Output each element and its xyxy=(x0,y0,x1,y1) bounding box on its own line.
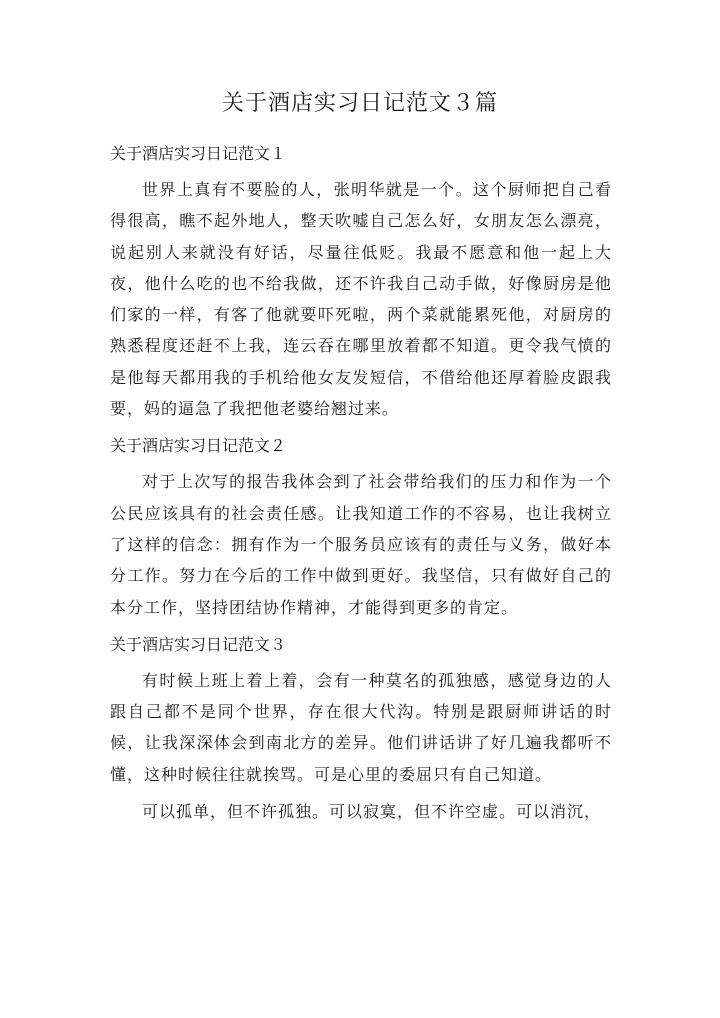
document-body xyxy=(110,138,612,833)
section-heading-2: 关于酒店实习日记范文２ xyxy=(110,436,287,456)
section-heading-1: 关于酒店实习日记范文１ xyxy=(110,144,287,163)
section-heading-3: 关于酒店实习日记范文３ xyxy=(110,634,287,654)
section-1-paragraph-1: 世界上真有不要脸的人，张明华就是一个。这个厨师把自己看得很高，瞧不起外地人，整天吹嘘自己怎么好，女朋友怎么漂亮，说起别人来就没有好话，尽量往低贬。我最不愿意和他一起上大夜，他什么吃的也不给我做，还不许我自己动手做，好像厨房是他们家的一样，有客了他就要吓死啦，两个菜就能累死他，对厨房的熟悉程度还赶不上我，连云吞在哪里放着都不知道。更令我气愤的是他每天都用我的手机给他女友发短信，不借给他还厚着脸皮跟我要，妈的逼急了我把他老婆给翘过来。 xyxy=(110,180,612,419)
document-title: 关于酒店实习日记范文３篇 xyxy=(221,91,498,116)
section-2-paragraph-1: 对于上次写的报告我体会到了社会带给我们的压力和作为一个公民应该具有的社会责任感。让我知道工作的不容易，也让我树立了这样的信念：拥有作为一个服务员应该有的责任与义务，做好本分工作。努力在今后的工作中做到更好。我坚信，只有做好自己的本分工作，坚持团结协作精神，才能得到更多的肯定。 xyxy=(110,472,612,617)
section-3-paragraph-1: 有时候上班上着上着，会有一种莫名的孤独感，感觉身边的人跟自己都不是同个世界，存在很大代沟。特别是跟厨师讲话的时候，让我深深体会到南北方的差异。他们讲话讲了好几遍我都听不懂，这种时候往往就挨骂。可是心里的委屈只有自己知道。 xyxy=(110,670,612,784)
section-3-paragraph-2: 可以孤单，但不许孤独。可以寂寞，但不许空虚。可以消沉， xyxy=(142,802,602,822)
